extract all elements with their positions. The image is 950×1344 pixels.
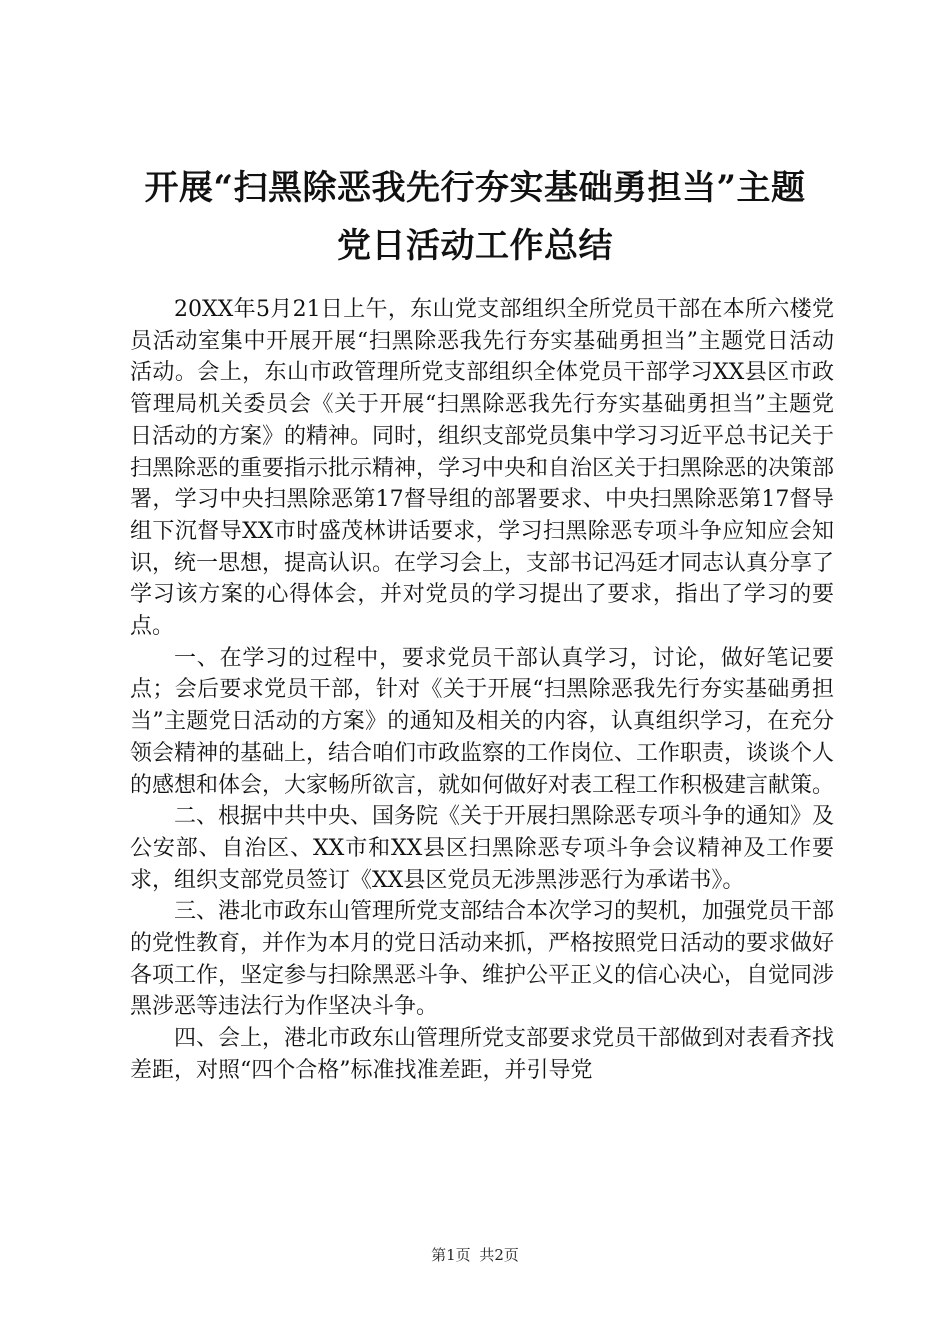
document-title-line-1: 开展“扫黑除恶我先行夯实基础勇担当”主题: [144, 168, 806, 208]
document-title-line-2: 党日活动工作总结: [337, 226, 613, 266]
page-number-current: 第1页: [431, 1246, 471, 1264]
paragraph-item-4: 四、会上，港北市政东山管理所党支部要求党员干部做到对表看齐找差距，对照“四个合格”标准找准差距，并引导党: [130, 1026, 835, 1083]
document-body: [130, 294, 834, 1087]
page-footer: [0, 1244, 950, 1265]
page-number-total: 共2页: [479, 1246, 519, 1264]
paragraph-item-2: 二、根据中共中央、国务院《关于开展扫黑除恶专项斗争的通知》及公安部、自治区、XX市和XX县区扫黑除恶专项斗争会议精神及工作要求，组织支部党员签订《XX县区党员无涉黑涉恶行为承诺书》。: [130, 804, 835, 893]
paragraph-intro: 20XX年5月21日上午，东山党支部组织全所党员干部在本所六楼党员活动室集中开展开展“扫黑除恶我先行夯实基础勇担当”主题党日活动活动。会上，东山市政管理所党支部组织全体党员干部学习XX县区市政管理局机关委员会《关于开展“扫黑除恶我先行夯实基础勇担当”主题党日活动的方案》的精神。同时，组织支部党员集中学习习近平总书记关于扫黑除恶的重要指示批示精神，学习中央和自治区关于扫黑除恶的决策部署，学习中央扫黑除恶第17督导组的部署要求、中央扫黑除恶第17督导组下沉督导XX市时盛茂林讲话要求，学习扫黑除恶专项斗争应知应会知识，统一思想，提高认识。在学习会上，支部书记冯廷才同志认真分享了学习该方案的心得体会，并对党员的学习提出了要求，指出了学习的要点。: [130, 297, 835, 640]
paragraph-item-1: 一、在学习的过程中，要求党员干部认真学习，讨论，做好笔记要点；会后要求党员干部，针对《关于开展“扫黑除恶我先行夯实基础勇担当”主题党日活动的方案》的通知及相关的内容，认真组织学习，在充分领会精神的基础上，结合咱们市政监察的工作岗位、工作职责，谈谈个人的感想和体会，大家畅所欲言，就如何做好对表工程工作积极建言献策。: [130, 645, 835, 798]
paragraph-item-3: 三、港北市政东山管理所党支部结合本次学习的契机，加强党员干部的党性教育，并作为本月的党日活动来抓，严格按照党日活动的要求做好各项工作，坚定参与扫除黑恶斗争、维护公平正义的信心决心，自觉同涉黑涉恶等违法行为作坚决斗争。: [130, 899, 835, 1020]
